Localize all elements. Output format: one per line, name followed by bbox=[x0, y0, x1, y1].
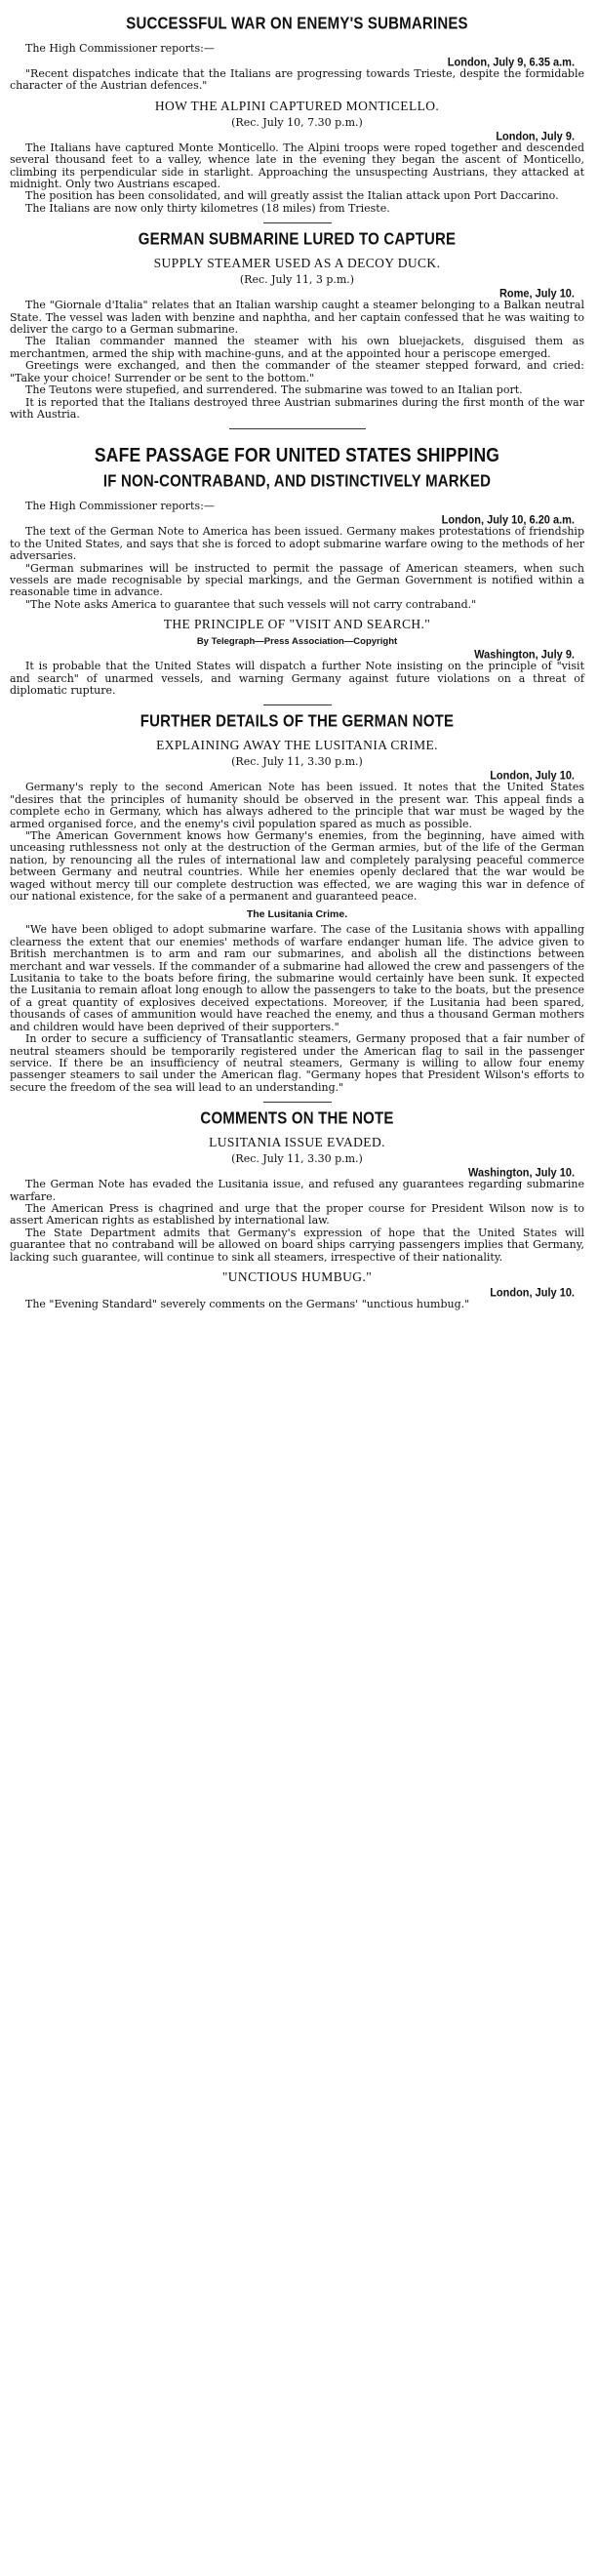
paragraph: The State Department admits that Germany's expression of hope that the United States will guarantee that no contraband will be allowed on board ships carrying passengers implies that Germany, lacking such guarantee, will continue to sink all steamers, irrespective of their nationality. bbox=[10, 1226, 584, 1264]
subheadline-non-contraband: IF NON-CONTRABAND, AND DISTINCTIVELY MARKED bbox=[102, 472, 492, 492]
paragraph: "The Note asks America to guarantee that such vessels will not carry contraband." bbox=[25, 597, 477, 611]
paragraph: Greetings were exchanged, and then the commander of the steamer stepped forward, and cried: "Take your choice! Surrender or be sent to the bottom." bbox=[10, 359, 584, 384]
headline-successful-war: SUCCESSFUL WAR ON ENEMY'S SUBMARINES bbox=[126, 14, 468, 34]
divider bbox=[229, 428, 366, 429]
inner-heading: The Lusitania Crime. bbox=[246, 908, 348, 921]
received-note: (Rec. July 10, 7.30 p.m.) bbox=[231, 115, 363, 129]
paragraph: The American Press is chagrined and urge that the proper course for President Wilson now is to assert American rights as established by international law. bbox=[10, 1201, 584, 1228]
headline-safe-passage: SAFE PASSAGE FOR UNITED STATES SHIPPING bbox=[94, 443, 500, 466]
paragraph: "We have been obliged to adopt submarine warfare. The case of the Lusitania shows with appalling clearness the extent that our enemies' methods of warfare endanger human life. The advice given to British merchantmen is to arm and ram our submarines, and abolish all the distinctions between merchant and war vessels. If the commander of a submarine had allowed the crew and passengers of the Lusitania to take to the boats before firing, the submarine would certainly have been sunk. It expected the Lusitania to remain afloat long enough to allow the passengers to take to the boats, but the presence of a great quantity of explosives deceived expectations. Moreover, if the Lusitania had been spared, thousands of cases of ammunition would have reached the enemy, and thus a thousand German mothers and children would have been deprived of their supporters." bbox=[10, 923, 584, 1033]
paragraph: It is probable that the United States will dispatch a further Note insisting on the principle of "visit and search" of unarmed vessels, and warning Germany against future violations on a threat of diplomatic rupture. bbox=[10, 660, 584, 697]
subheading-alpini: HOW THE ALPINI CAPTURED MONTICELLO. bbox=[154, 98, 440, 113]
paragraph: "Recent dispatches indicate that the Italians are progressing towards Trieste, despite the formidable character of the Austrian defences." bbox=[10, 67, 584, 93]
paragraph: The Italians have captured Monte Monticello. The Alpini troops were roped together and descended several thousand feet to a valley, whence late in the evening they began the ascent of Monticello, climbing its perpendicular side in starlight. Approaching the unsuspecting Austrians, they attacked at midnight. Only two Austrians escaped. bbox=[10, 141, 584, 191]
received-note: (Rec. July 11, 3 p.m.) bbox=[239, 273, 355, 287]
divider bbox=[263, 222, 332, 223]
intro-high-commissioner: The High Commissioner reports:— bbox=[25, 42, 215, 55]
paragraph: The Italians are now only thirty kilometres (18 miles) from Trieste. bbox=[25, 201, 390, 215]
paragraph: In order to secure a sufficiency of Transatlantic steamers, Germany proposed that a fair number of neutral steamers should be temporarily registered under the American flag to sail in the passenger service. If there be an insufficiency of neutral steamers, Germany is willing to allow four enemy passenger steamers to sail under the American flag. "Germany hopes that President Wilson's efforts to secure the freedom of the sea will lead to an understanding." bbox=[10, 1032, 584, 1094]
divider bbox=[263, 1102, 332, 1103]
dateline: London, July 9, 6.35 a.m. bbox=[447, 56, 575, 69]
dateline: London, July 10. bbox=[490, 1286, 575, 1300]
headline-german-submarine: GERMAN SUBMARINE LURED TO CAPTURE bbox=[138, 229, 457, 250]
received-note: (Rec. July 11, 3.30 p.m.) bbox=[231, 1152, 363, 1166]
paragraph: Germany's reply to the second American Note has been issued. It notes that the United States "desires that the principles of humanity should be observed in the present war. This appeal finds a complete echo in Germany, which has always adhered to the principle that war must be waged by the armed organised force, and the enemy's civil population spared as much as possible. bbox=[10, 781, 584, 830]
intro-high-commissioner: The High Commissioner reports:— bbox=[25, 500, 215, 513]
press-credit: By Telegraph—Press Association—Copyright bbox=[196, 636, 398, 648]
paragraph: The German Note has evaded the Lusitania issue, and refused any guarantees regarding submarine warfare. bbox=[10, 1178, 584, 1203]
subheading-decoy: SUPPLY STEAMER USED AS A DECOY DUCK. bbox=[153, 256, 441, 271]
paragraph: It is reported that the Italians destroyed three Austrian submarines during the first month of the war with Austria. bbox=[10, 395, 584, 421]
paragraph: The text of the German Note to America has been issued. Germany makes protestations of friendship to the United States, and says that she is forced to adopt submarine warfare owing to the methods of her adversaries. bbox=[10, 525, 584, 563]
paragraph: The "Evening Standard" severely comments on the Germans' "unctious humbug." bbox=[25, 1297, 470, 1310]
dateline: Rome, July 10. bbox=[498, 287, 575, 301]
dateline: London, July 9. bbox=[496, 130, 575, 143]
received-note: (Rec. July 11, 3.30 p.m.) bbox=[231, 755, 363, 769]
headline-comments: COMMENTS ON THE NOTE bbox=[200, 1108, 394, 1129]
dateline: Washington, July 10. bbox=[468, 1166, 575, 1180]
paragraph: "The American Government knows how Germany's enemies, from the beginning, have aimed with unceasing ruthlessness not only at the destruction of the German armies, but of the life of the German nation, by renouncing all the rules of international law and completely paralysing peaceful commerce between Germany and neutral countries. While her enemies openly declared that the war would be waged without mercy till our complete destruction was effected, we are waging this war in defence of our national existence, for the sake of a permanent and guaranteed peace. bbox=[10, 829, 584, 904]
divider bbox=[263, 704, 332, 705]
paragraph: The Teutons were stupefied, and surrendered. The submarine was towed to an Italian port. bbox=[25, 383, 523, 397]
paragraph: The Italian commander manned the steamer with his own bluejackets, disguised them as merchantmen, armed the ship with machine-guns, and at the appointed hour a periscope emerged. bbox=[10, 335, 584, 360]
dateline: London, July 10. bbox=[490, 769, 575, 783]
dateline: London, July 10, 6.20 a.m. bbox=[441, 513, 575, 527]
paragraph: "German submarines will be instructed to permit the passage of American steamers, when such vessels are made recognisable by special markings, and the German Government is notified within a reasonable time in advance. bbox=[10, 561, 584, 599]
subheading-visit-search: THE PRINCIPLE OF "VISIT AND SEARCH." bbox=[163, 617, 431, 632]
paragraph: The position has been consolidated, and will greatly assist the Italian attack upon Port Daccarino. bbox=[25, 189, 559, 203]
paragraph: The "Giornale d'Italia" relates that an Italian warship caught a steamer belonging to a Balkan neutral State. The vessel was laden with benzine and naphtha, and her captain confessed that he was waiting to deliver the cargo to a German submarine. bbox=[10, 299, 584, 337]
subheading-unctious-humbug: "UNCTIOUS HUMBUG." bbox=[221, 1268, 373, 1284]
headline-further-details: FURTHER DETAILS OF THE GERMAN NOTE bbox=[140, 712, 455, 732]
subheading-lusitania-crime: EXPLAINING AWAY THE LUSITANIA CRIME. bbox=[156, 738, 438, 753]
dateline: Washington, July 9. bbox=[474, 648, 575, 662]
subheading-issue-evaded: LUSITANIA ISSUE EVADED. bbox=[209, 1135, 385, 1150]
